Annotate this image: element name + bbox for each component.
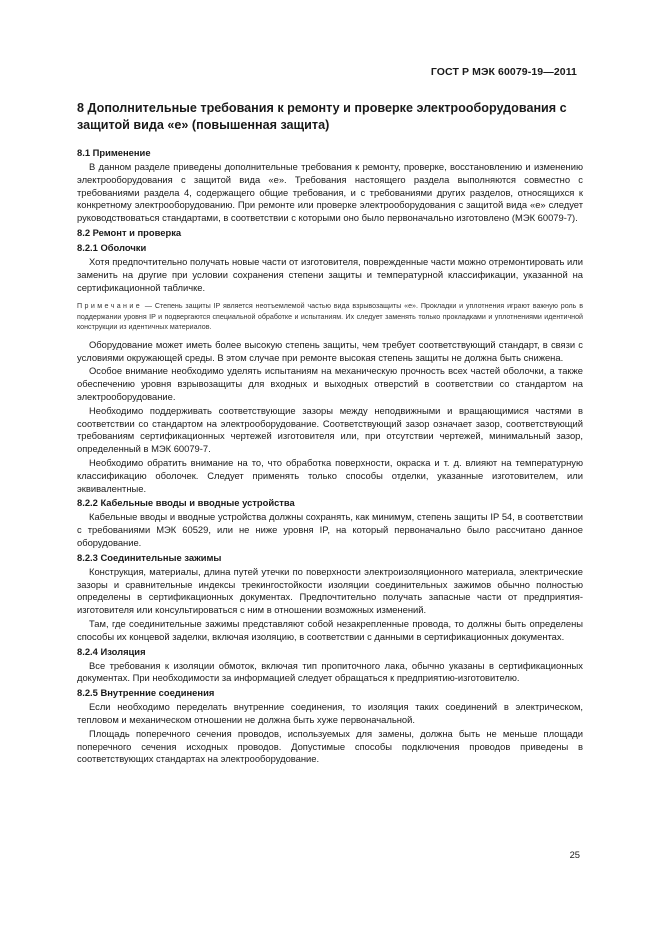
- paragraph-8-2-2: Кабельные вводы и вводные устройства должны сохранять, как минимум, степень защиты IP 54, в соответствии с требованиями МЭК 60529, или не ниже уровня IP, на который первоначально было рассчитано данное оборудование.: [77, 511, 583, 549]
- page-content: [77, 100, 583, 767]
- note-ip-protection: [77, 301, 583, 333]
- heading-8-2-2: 8.2.2 Кабельные вводы и вводные устройства: [77, 497, 295, 509]
- paragraph-8-2-5-a: Если необходимо переделать внутренние соединения, то изоляция таких соединений в электрическом, тепловом и механическом отношении не должна быть хуже первоначальной.: [77, 701, 583, 725]
- section-8-title: 8 Дополнительные требования к ремонту и проверке электрооборудования с защитой вида «е» (повышенная защита): [77, 101, 567, 132]
- paragraph-8-2-1-d: Необходимо поддерживать соответствующие зазоры между неподвижными и вращающимися частями в соответствии со стандартом на электрооборудование. Соответствующий зазор означает зазор, соответствующий требованиям сертификационных чертежей изготовителя или, при отсутствии чертежей, минимальный зазор, определенный в МЭК 60079-7.: [77, 404, 583, 455]
- paragraph-8-1: В данном разделе приведены дополнительные требования к ремонту, проверке, восстановлению и изменению электрооборудования с защитой вида «е». Требования настоящего раздела выполняются совместно с требованиями раздела 4, содержащего общие требования, и с требованиями других разделов, относящихся к конкретному электрооборудованию. При ремонте или проверке электрооборудования с защитой вида «е» следует руководствоваться стандартами, в соответствии с которыми оно было первоначально изготовлено (МЭК 60079-7).: [77, 161, 583, 224]
- note-label: Примечание: [77, 302, 143, 311]
- note-text: — Степень защиты IP является неотъемлемой частью вида взрывозащиты «е». Прокладки и уплотнения играют важную роль в поддержании уровня IP и подвергаются специальной обработке и испытаниям. Их следует заменять только прокладками и уплотнениями идентичной конструкции из идентичных материалов.: [77, 302, 583, 332]
- page-number: 25: [569, 849, 580, 860]
- heading-8-2-5: 8.2.5 Внутренние соединения: [77, 687, 215, 699]
- paragraph-8-2-3-b: Там, где соединительные зажимы представляют собой незакрепленные провода, то должны быть определены способы их концевой заделки, включая изоляцию, в соответствии с данными в сертификационных документах.: [77, 618, 583, 642]
- paragraph-8-2-5-b: Площадь поперечного сечения проводов, используемых для замены, должна быть не меньше площади поперечного сечения исходных проводов. Допустимые способы подключения проводов приведены в соответствующих стандартах на электрооборудование.: [77, 727, 583, 765]
- paragraph-8-2-3-a: Конструкция, материалы, длина путей утечки по поверхности электроизоляционного материала, электрические зазоры и сравнительные индексы трекингостойкости изоляции соединительных зажимов обычно полностью определены в сертификационных документах. Предпочтительно получать запасные части от предприятия-изготовителя или консультироваться с ним в отношении возможных изменений.: [77, 565, 583, 616]
- document-code-header: ГОСТ Р МЭК 60079-19—2011: [430, 66, 577, 78]
- heading-8-2: 8.2 Ремонт и проверка: [77, 226, 182, 238]
- paragraph-8-2-1-a: Хотя предпочтительно получать новые части от изготовителя, поврежденные части можно отремонтировать или заменить на другие при условии сохранения степени защиты и температурной классификации, указанной на сертификационной табличке.: [77, 255, 583, 293]
- paragraph-8-2-1-e: Необходимо обратить внимание на то, что обработка поверхности, окраска и т. д. влияют на температурную классификацию оболочек. Следует применять только способы отделки, указанные изготовителем, или эквивалентные.: [77, 457, 583, 494]
- heading-8-2-4: 8.2.4 Изоляция: [77, 645, 146, 657]
- heading-8-2-3: 8.2.3 Соединительные зажимы: [77, 551, 222, 563]
- paragraph-8-2-4: Все требования к изоляции обмоток, включая тип пропиточного лака, обычно указаны в сертификационных документах. При необходимости за информацией следует обращаться к предприятию-изготовителю.: [77, 659, 583, 684]
- paragraph-8-2-1-b: Оборудование может иметь более высокую степень защиты, чем требует соответствующий стандарт, в связи с условиями окружающей среды. В этом случае при ремонте высокая степень защиты не должна быть снижена.: [77, 338, 583, 363]
- paragraph-8-2-1-c: Особое внимание необходимо уделять испытаниям на механическую прочность всех частей оболочки, а также обеспечению уровня взрывозащиты для входных и выходных отверстий в соответствии со стандартом на электрооборудование.: [77, 365, 583, 403]
- heading-8-1: 8.1 Применение: [77, 147, 151, 158]
- heading-8-2-1: 8.2.1 Оболочки: [77, 241, 147, 253]
